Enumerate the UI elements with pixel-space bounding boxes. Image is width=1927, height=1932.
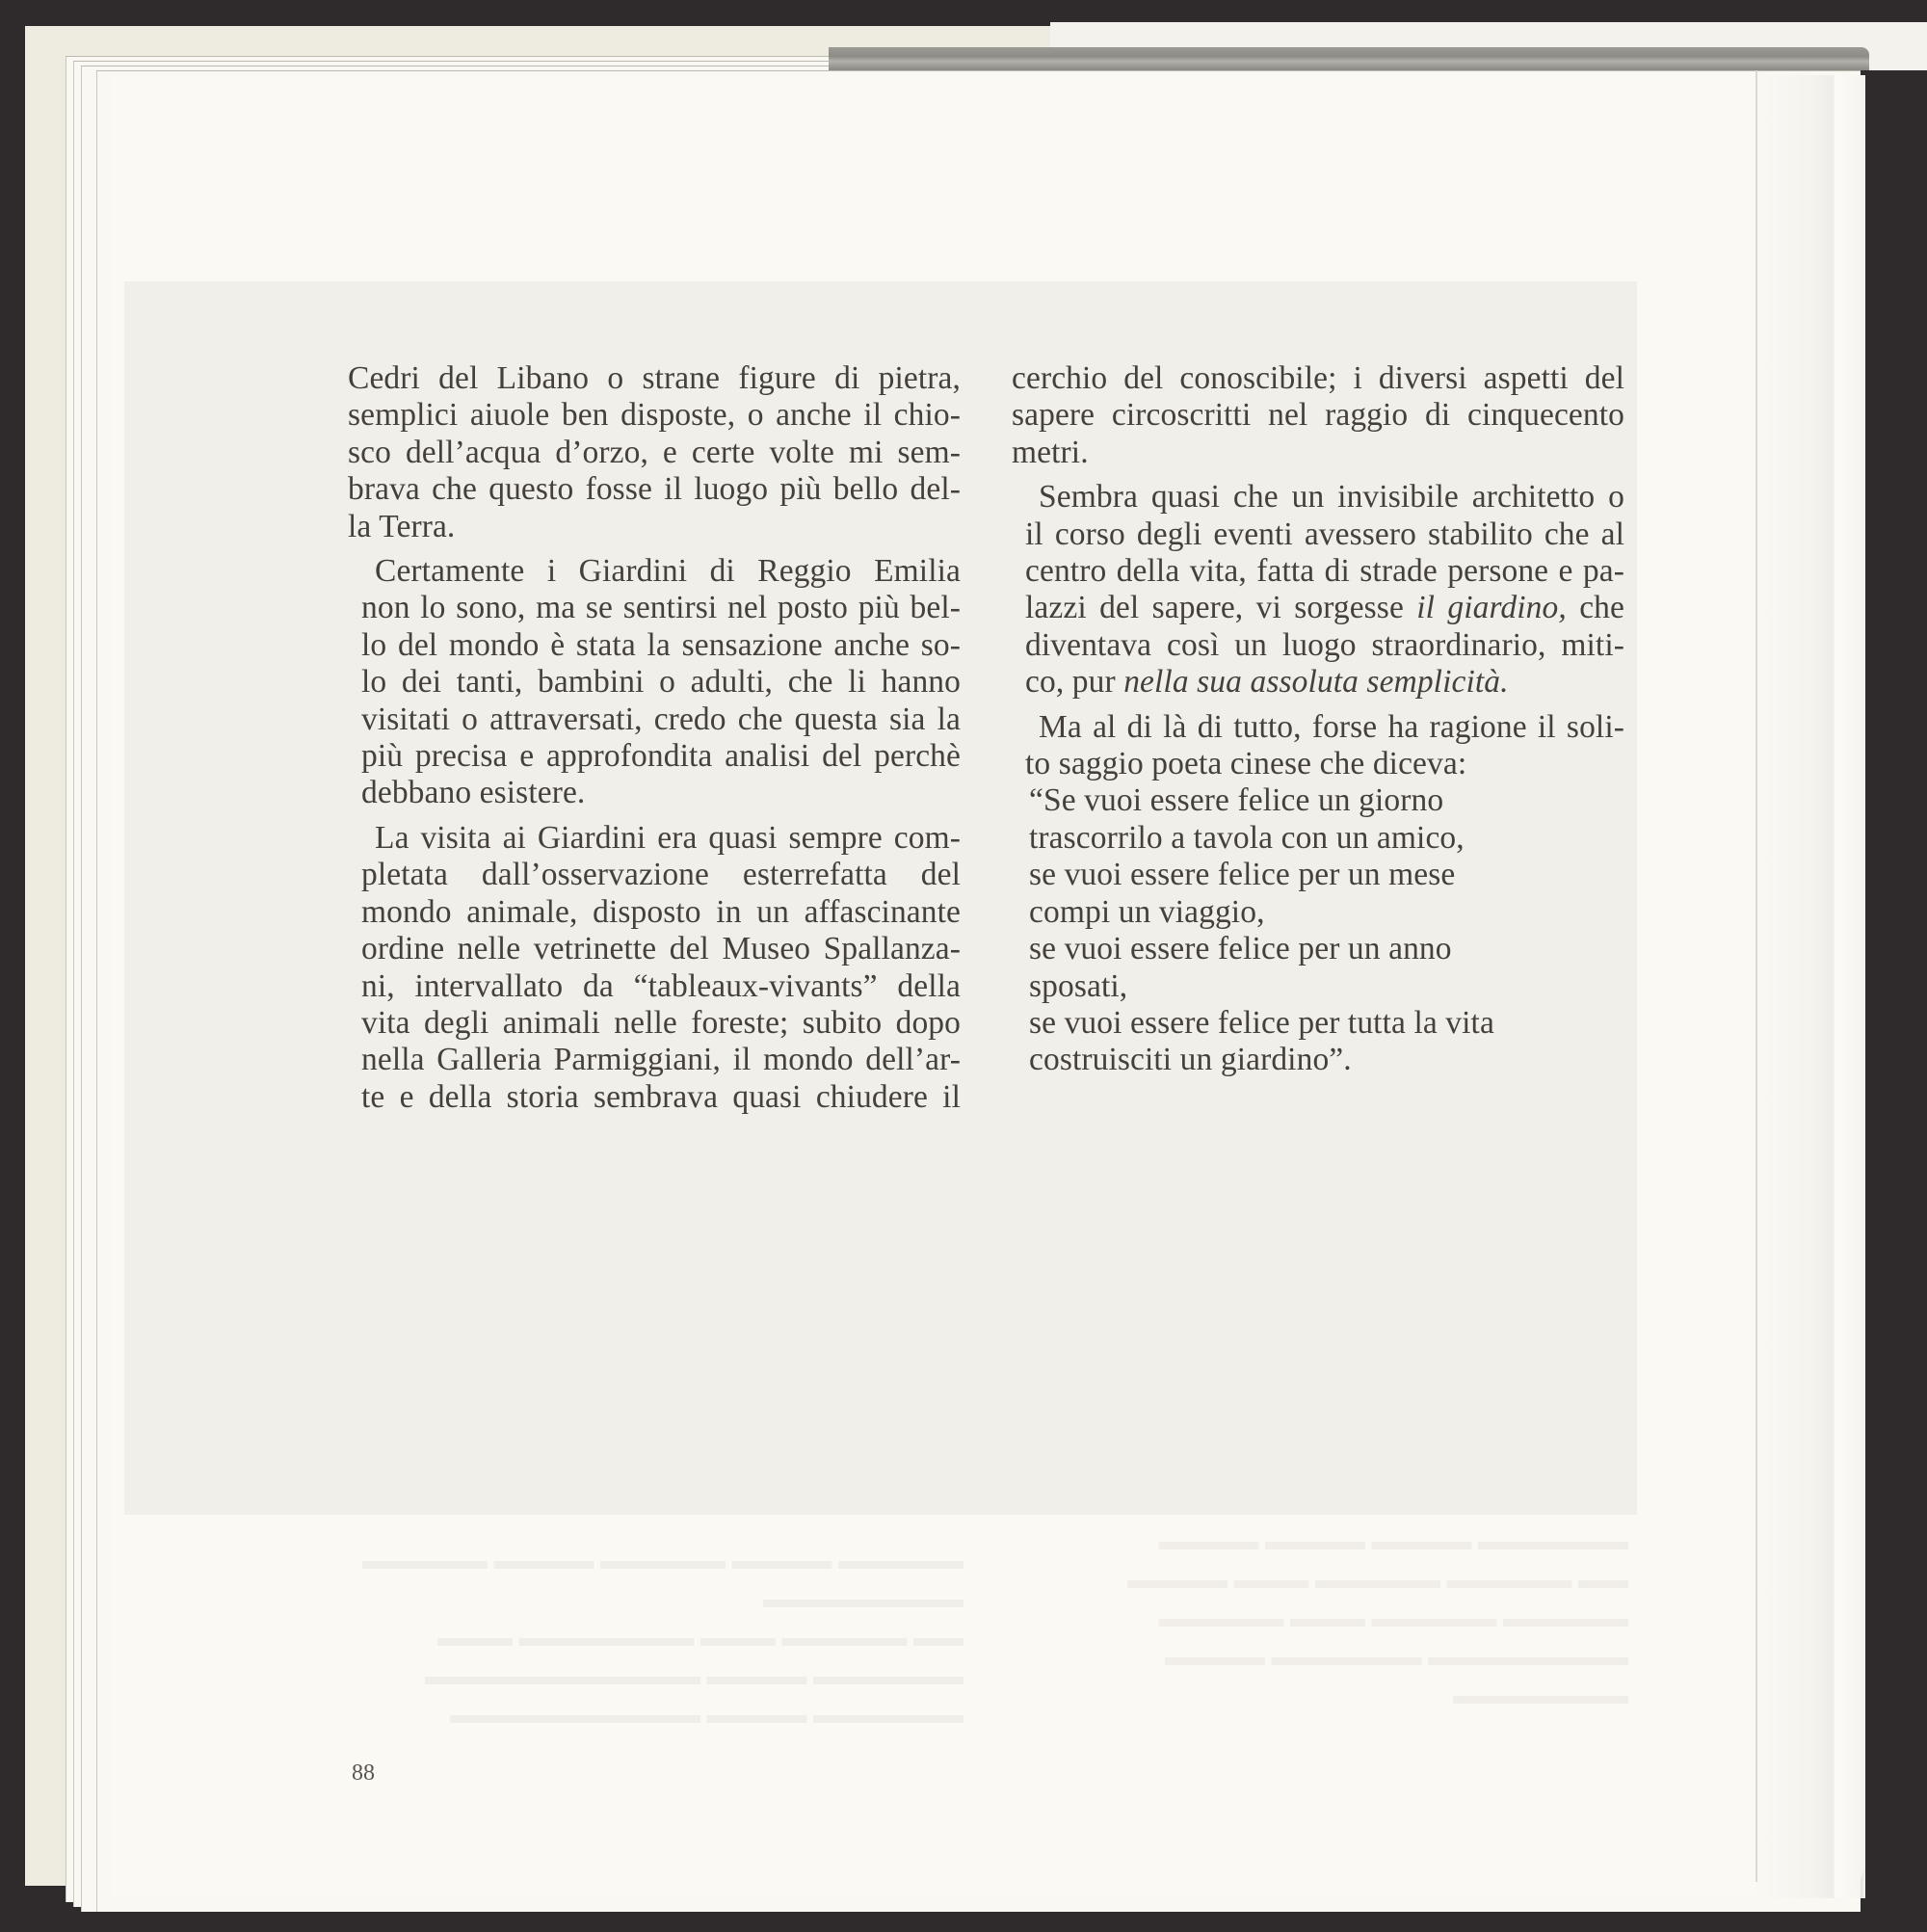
italic-text: il giardino, xyxy=(1416,590,1567,626)
poem-line: se vuoi essere felice per un mese xyxy=(1029,857,1456,893)
text-line: debbano esistere. xyxy=(361,775,586,811)
left-text-column xyxy=(348,360,961,1124)
poem-line: trascorrilo a tavola con un amico, xyxy=(1029,819,1465,856)
spine-fold-line xyxy=(1755,70,1757,1882)
text-line xyxy=(1012,664,1624,701)
text-line: sco dell’acqua d’orzo, e certe volte mi sem- xyxy=(348,434,961,470)
paragraph xyxy=(348,553,961,812)
text-segment: co, pur xyxy=(1025,664,1124,701)
poem-line: se vuoi essere felice per tutta la vita xyxy=(1029,1004,1494,1041)
text-line: Sembra quasi che un invisibile architetto o xyxy=(1039,479,1624,516)
poem-line: se vuoi essere felice per un anno xyxy=(1029,931,1452,967)
poem-line: sposati, xyxy=(1029,967,1128,1004)
text-line: la Terra. xyxy=(348,508,456,544)
text-line: metri. xyxy=(1012,434,1089,470)
paragraph xyxy=(1012,709,1624,783)
text-line: pletata dall’osservazione esterrefatta del xyxy=(361,857,961,893)
text-line: lo del mondo è stata la sensazione anche so- xyxy=(361,626,961,663)
text-line: ordine nelle vetrinette del Museo Spallanza- xyxy=(361,931,961,967)
poem-line: costruisciti un giardino”. xyxy=(1029,1042,1352,1078)
text-line: mondo animale, disposto in un affascinante xyxy=(361,893,961,930)
text-line: lo dei tanti, bambini o adulti, che li hanno xyxy=(361,664,961,701)
text-line: to saggio poeta cinese che diceva: xyxy=(1025,746,1467,782)
text-line: ni, intervallato da “tableaux-vivants” della xyxy=(361,967,961,1004)
text-segment: che xyxy=(1566,590,1624,626)
text-line: Certamente i Giardini di Reggio Emilia xyxy=(375,553,961,590)
page-stack-top-band xyxy=(829,47,1869,70)
page-number: 88 xyxy=(352,1760,375,1786)
text-line: più precisa e approfondita analisi del perchè xyxy=(361,738,961,775)
text-line: Cedri del Libano o strane figure di pietra, xyxy=(348,360,961,396)
text-line: diventava così un luogo straordinario, miti- xyxy=(1025,626,1624,663)
text-line: centro della vita, fatta di strade persone e pa- xyxy=(1025,553,1624,590)
right-text-column xyxy=(1012,360,1624,1079)
text-line: La visita ai Giardini era quasi sempre com- xyxy=(375,819,961,856)
text-line xyxy=(1012,590,1624,626)
poem-quote xyxy=(1012,782,1624,1078)
spine-gutter-shadow xyxy=(1750,75,1865,1898)
paragraph xyxy=(1012,360,1624,471)
paragraph xyxy=(348,360,961,545)
text-line: nella Galleria Parmiggiani, il mondo dell’ar- xyxy=(361,1042,961,1078)
poem-line: compi un viaggio, xyxy=(1029,893,1265,930)
text-line: visitati o attraversati, credo che questa sia la xyxy=(361,701,961,737)
poem-line: “Se vuoi essere felice un giorno xyxy=(1029,782,1444,819)
bleed-through-text: ▬▬▬▬▬▬ ▬▬▬▬ ▬▬▬▬ ▬▬▬▬ ▬▬ ▬▬▬▬▬ ▬▬▬▬▬ ▬▬▬ ▬▬▬▬ ▬▬▬▬▬ ▬▬▬▬▬ ▬▬▬ ▬▬▬▬▬ ▬▬▬▬▬▬▬▬ ▬▬▬▬▬▬ ▬▬▬▬ ▬▬▬▬▬▬▬ xyxy=(1127,1527,1628,1709)
text-line: cerchio del conoscibile; i diversi aspetti del xyxy=(1012,360,1624,396)
text-line: Ma al di là di tutto, forse ha ragione il soli- xyxy=(1039,708,1624,745)
text-segment: lazzi del sapere, vi sorgesse xyxy=(1025,590,1417,626)
paragraph xyxy=(1012,479,1624,701)
text-line: semplici aiuole ben disposte, o anche il chio- xyxy=(348,397,961,434)
text-line: non lo sono, ma se sentirsi nel posto più bel- xyxy=(361,590,961,626)
paragraph xyxy=(348,820,961,1116)
text-line: il corso degli eventi avessero stabilito che al xyxy=(1025,516,1624,552)
text-line: te e della storia sembrava quasi chiudere il xyxy=(361,1078,961,1115)
text-line: sapere circoscritti nel raggio di cinquecento xyxy=(1012,397,1624,434)
text-line: vita degli animali nelle foreste; subito dopo xyxy=(361,1004,961,1041)
italic-text: nella sua assoluta semplicità. xyxy=(1123,664,1509,701)
bleed-through-text: ▬▬▬▬▬ ▬▬▬▬ ▬▬▬▬▬ ▬▬▬▬ ▬▬▬▬▬ ▬▬▬▬▬▬▬▬ ▬▬ ▬▬▬▬▬ ▬▬▬ ▬▬▬▬▬▬▬ ▬▬▬ ▬▬▬▬▬▬ ▬▬▬▬ ▬▬▬▬▬▬▬▬▬▬▬ ▬▬▬▬▬▬ ▬▬▬▬ ▬▬▬▬▬▬▬▬▬▬ xyxy=(362,1547,964,1729)
text-line: brava che questo fosse il luogo più bello del- xyxy=(348,471,961,508)
